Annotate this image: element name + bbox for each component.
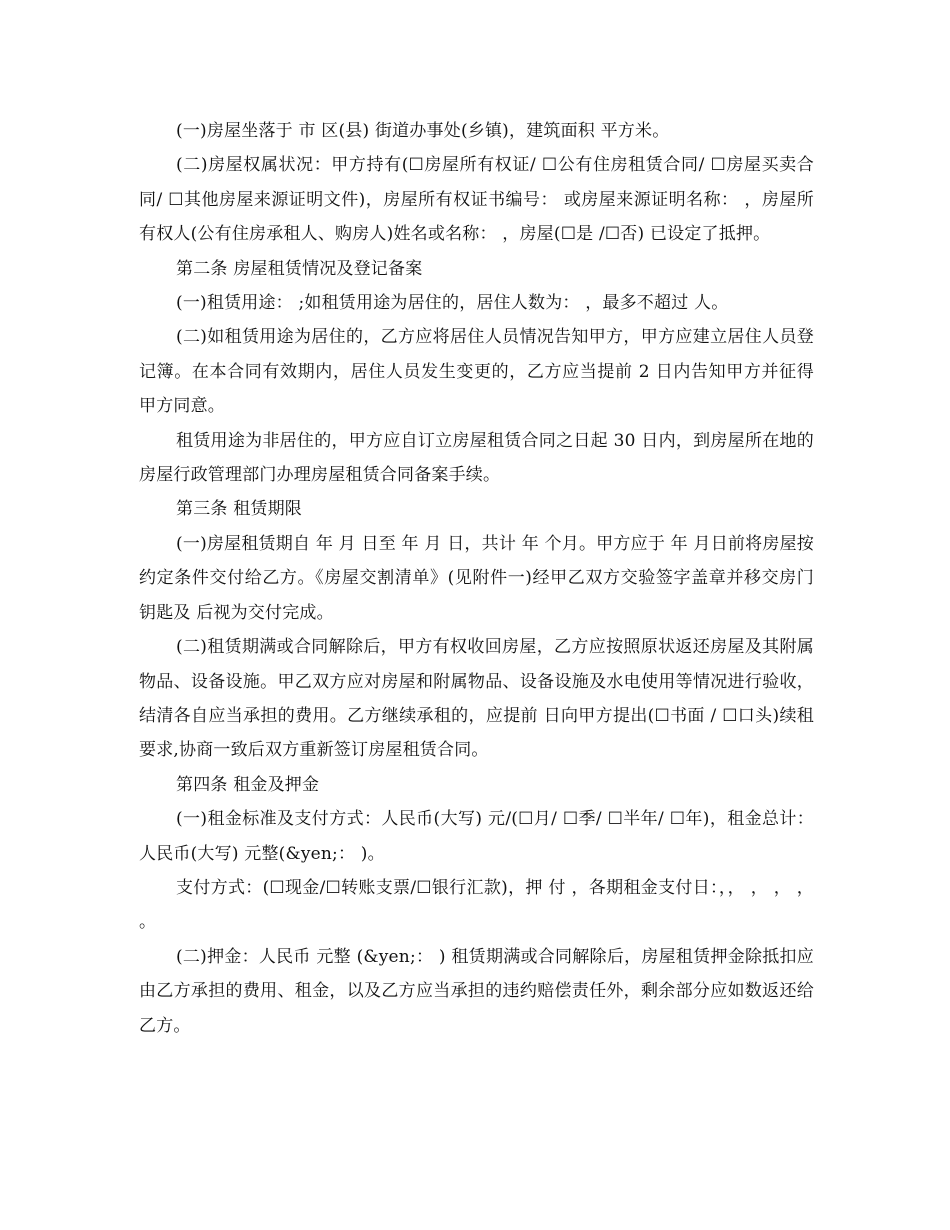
clause-lease-term-paragraph: (一)房屋租赁期自 年 月 日至 年 月 日，共计 年 个月。甲方应于 年 月日前将房屋按约定条件交付给乙方。《房屋交割清单》(见附件一)经甲乙双方交验签字盖章并移交房门钥匙及 后视为交付完成。 [139, 533, 814, 623]
clause-lease-purpose-paragraph: (一)租赁用途： ;如租赁用途为居住的，居住人数为： ，最多不超过 人。 [176, 293, 729, 314]
clause-lease-end-paragraph: (二)租赁期满或合同解除后，甲方有权收回房屋，乙方应按照原状返还房屋及其附属物品、设备设施。甲乙双方应对房屋和附属物品、设备设施及水电使用等情况进行验收，结清各自应当承担的费用。乙方继续承租的，应提前 日向甲方提出(☐书面 / ☐口头)续租要求,协商一致后双方重新签订房屋租赁合同。 [139, 637, 814, 761]
article-4-heading: 第四条 租金及押金 [176, 774, 320, 795]
clause-ownership-paragraph: (二)房屋权属状况：甲方持有(☐房屋所有权证/ ☐公有住房租赁合同/ ☐房屋买卖合同/ ☐其他房屋来源证明文件)，房屋所有权证书编号： 或房屋来源证明名称： ，房屋所有权人(公有住房承租人、购房人)姓名或名称： ，房屋(☐是 /☐否) 已设定了抵押。 [139, 155, 814, 245]
clause-residents-paragraph: (二)如租赁用途为居住的，乙方应将居住人员情况告知甲方，甲方应建立居住人员登记簿。在本合同有效期内，居住人员发生变更的，乙方应当提前 2 日内告知甲方并征得甲方同意。 [139, 327, 814, 417]
article-2-heading: 第二条 房屋租赁情况及登记备案 [176, 258, 423, 279]
clause-deposit-paragraph: (二)押金：人民币 元整 (&yen;： ) 租赁期满或合同解除后，房屋租赁押金除抵扣应由乙方承担的费用、租金，以及乙方应当承担的违约赔偿责任外，剩余部分应如数返还给乙方。 [139, 946, 814, 1036]
clause-nonresidential-paragraph: 租赁用途为非居住的，甲方应自订立房屋租赁合同之日起 30 日内，到房屋所在地的房屋行政管理部门办理房屋租赁合同备案手续。 [139, 430, 814, 486]
document-body [139, 114, 814, 1043]
clause-payment-method-paragraph: 支付方式：(☐现金/☐转账支票/☐银行汇款)，押 付 ，各期租金支付日：，， ， ， ， 。 [139, 877, 814, 933]
clause-location-paragraph: (一)房屋坐落于 市 区(县) 街道办事处(乡镇)，建筑面积 平方米。 [176, 121, 670, 141]
article-3-heading: 第三条 租赁期限 [176, 499, 303, 520]
clause-rent-paragraph: (一)租金标准及支付方式：人民币(大写) 元/(☐月/ ☐季/ ☐半年/ ☐年)，租金总计：人民币(大写) 元整(&yen;： )。 [139, 809, 814, 864]
